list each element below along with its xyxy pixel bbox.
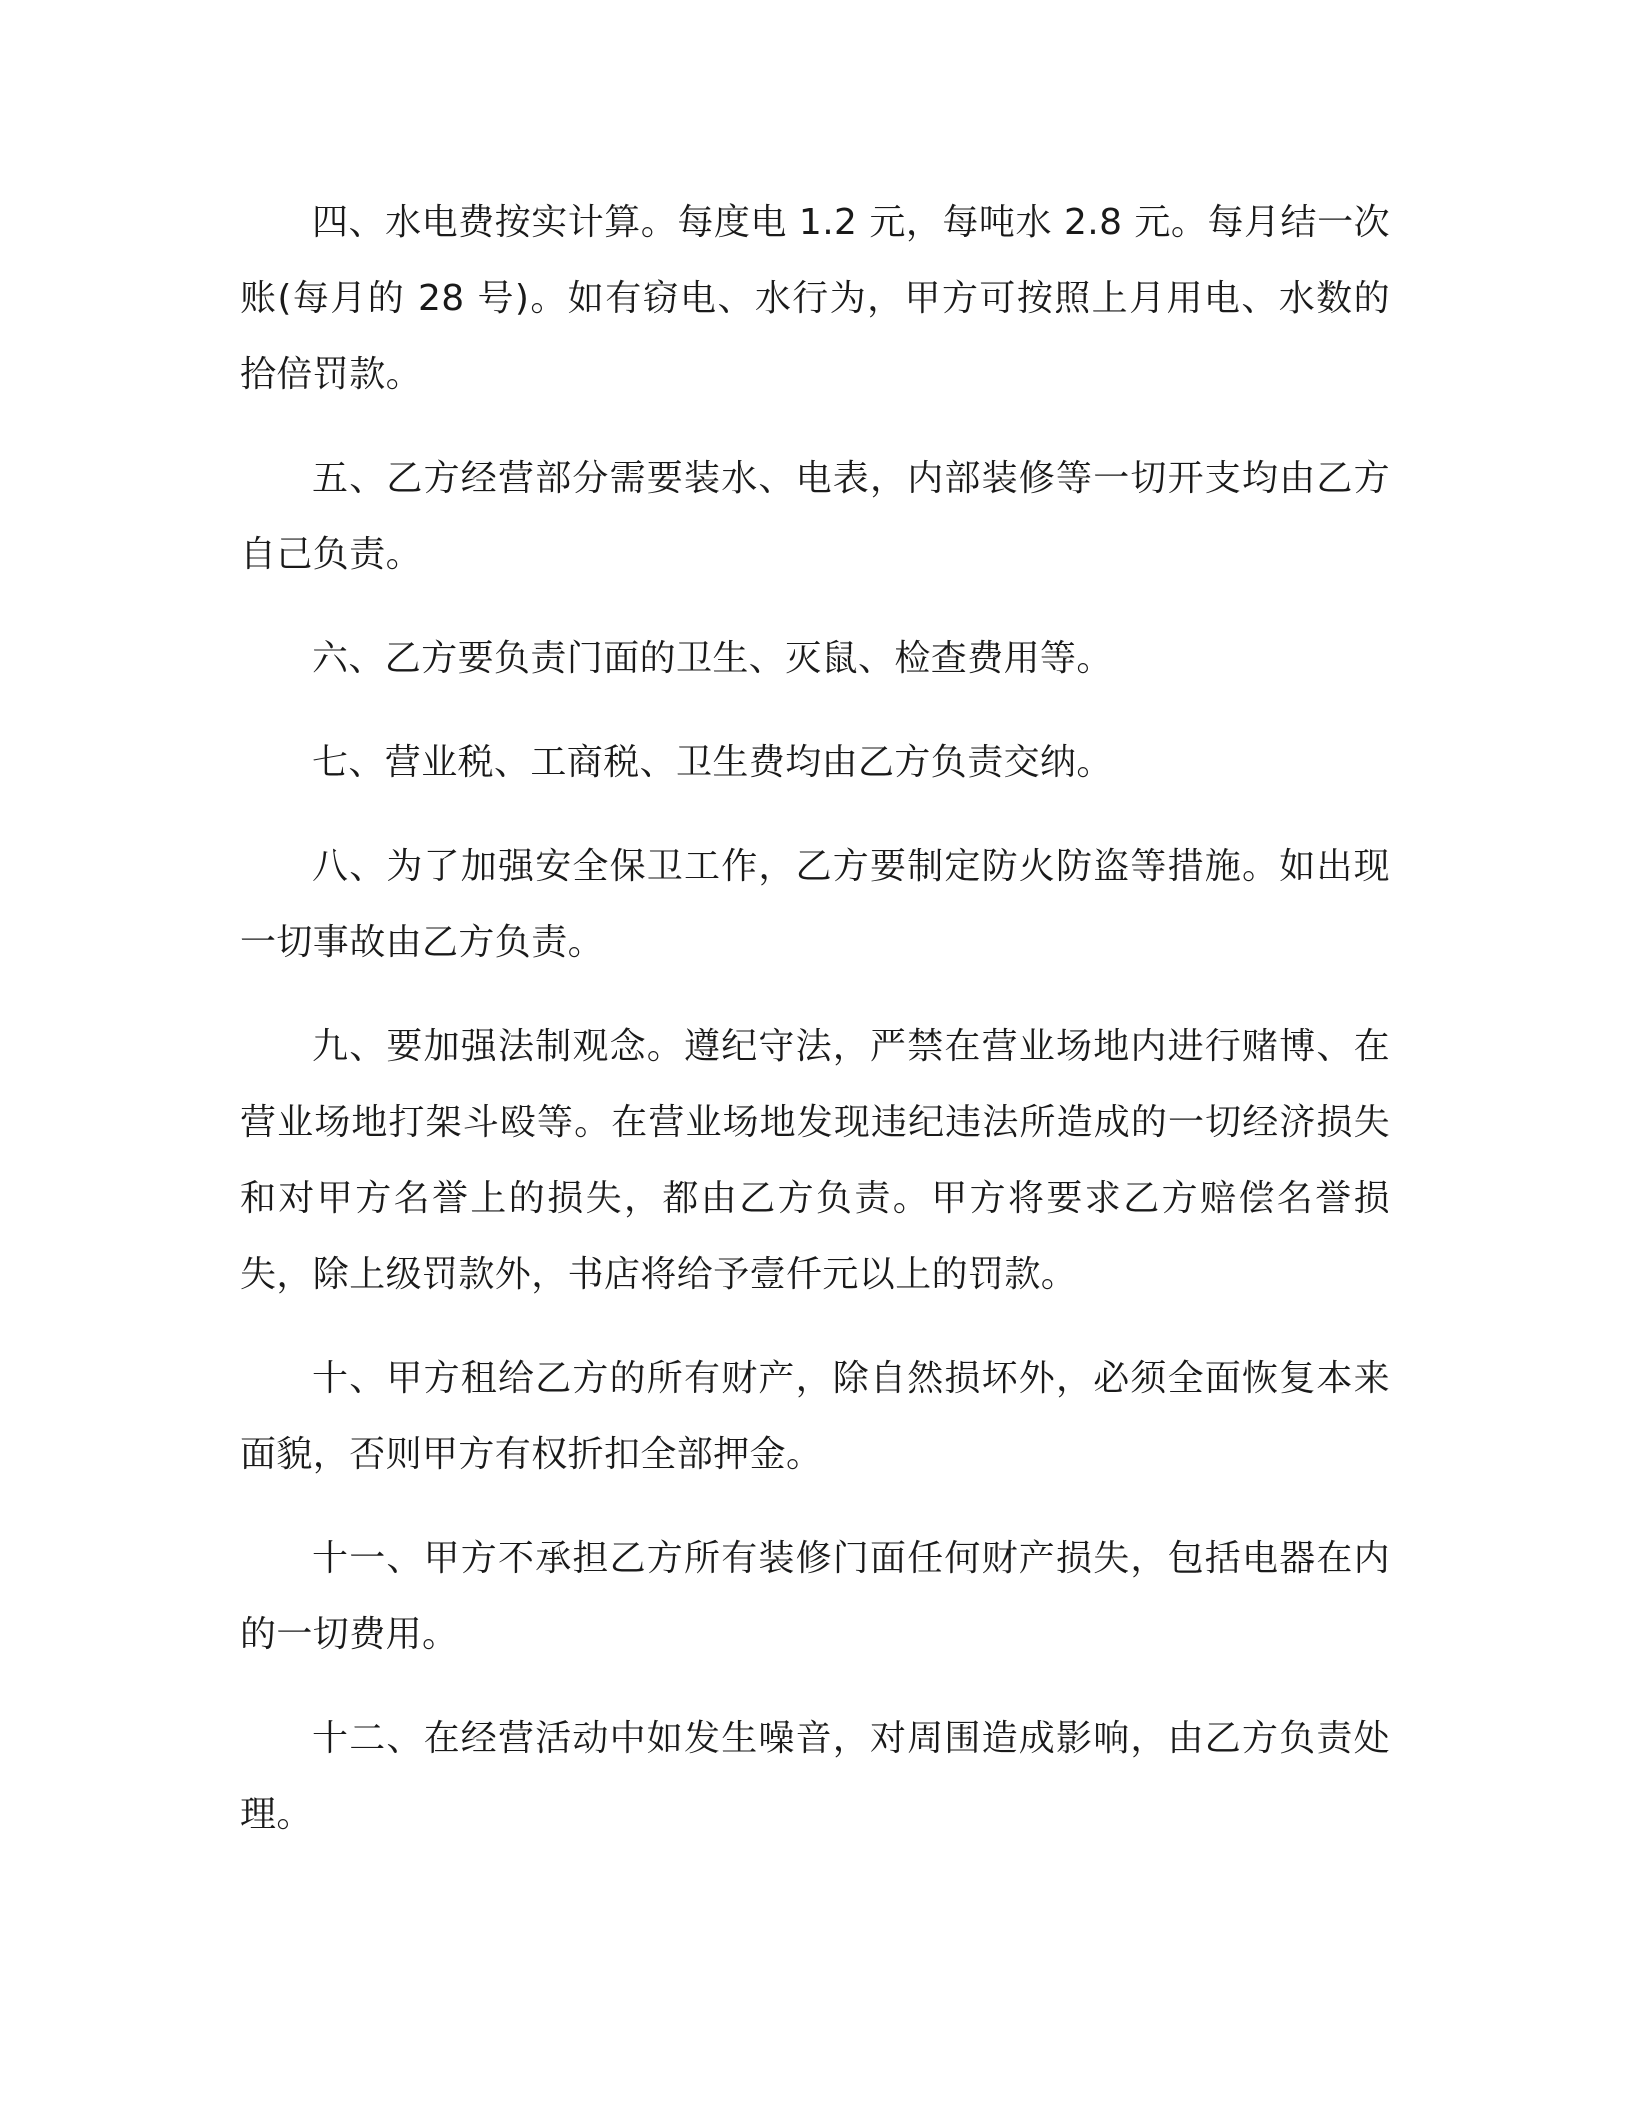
document-page [240, 185, 1390, 1881]
clause-4: 四、水电费按实计算。每度电 1.2 元，每吨水 2.8 元。每月结一次账(每月的 28 号)。如有窃电、水行为，甲方可按照上月用电、水数的拾倍罚款。 [240, 202, 1390, 395]
clause-5: 五、乙方经营部分需要装水、电表，内部装修等一切开支均由乙方自己负责。 [240, 458, 1390, 575]
clause-9: 九、要加强法制观念。遵纪守法，严禁在营业场地内进行赌博、在营业场地打架斗殴等。在营业场地发现违纪违法所造成的一切经济损失和对甲方名誉上的损失，都由乙方负责。甲方将要求乙方赔偿名誉损失，除上级罚款外，书店将给予壹仟元以上的罚款。 [240, 1026, 1390, 1295]
clause-7: 七、营业税、工商税、卫生费均由乙方负责交纳。 [312, 742, 1113, 783]
clause-11: 十一、甲方不承担乙方所有装修门面任何财产损失，包括电器在内的一切费用。 [240, 1538, 1390, 1655]
clause-6: 六、乙方要负责门面的卫生、灭鼠、检查费用等。 [312, 638, 1113, 679]
clause-12: 十二、在经营活动中如发生噪音，对周围造成影响，由乙方负责处理。 [240, 1718, 1390, 1835]
clause-8: 八、为了加强安全保卫工作，乙方要制定防火防盗等措施。如出现一切事故由乙方负责。 [240, 846, 1390, 963]
clause-10: 十、甲方租给乙方的所有财产，除自然损坏外，必须全面恢复本来面貌，否则甲方有权折扣全部押金。 [240, 1358, 1390, 1475]
